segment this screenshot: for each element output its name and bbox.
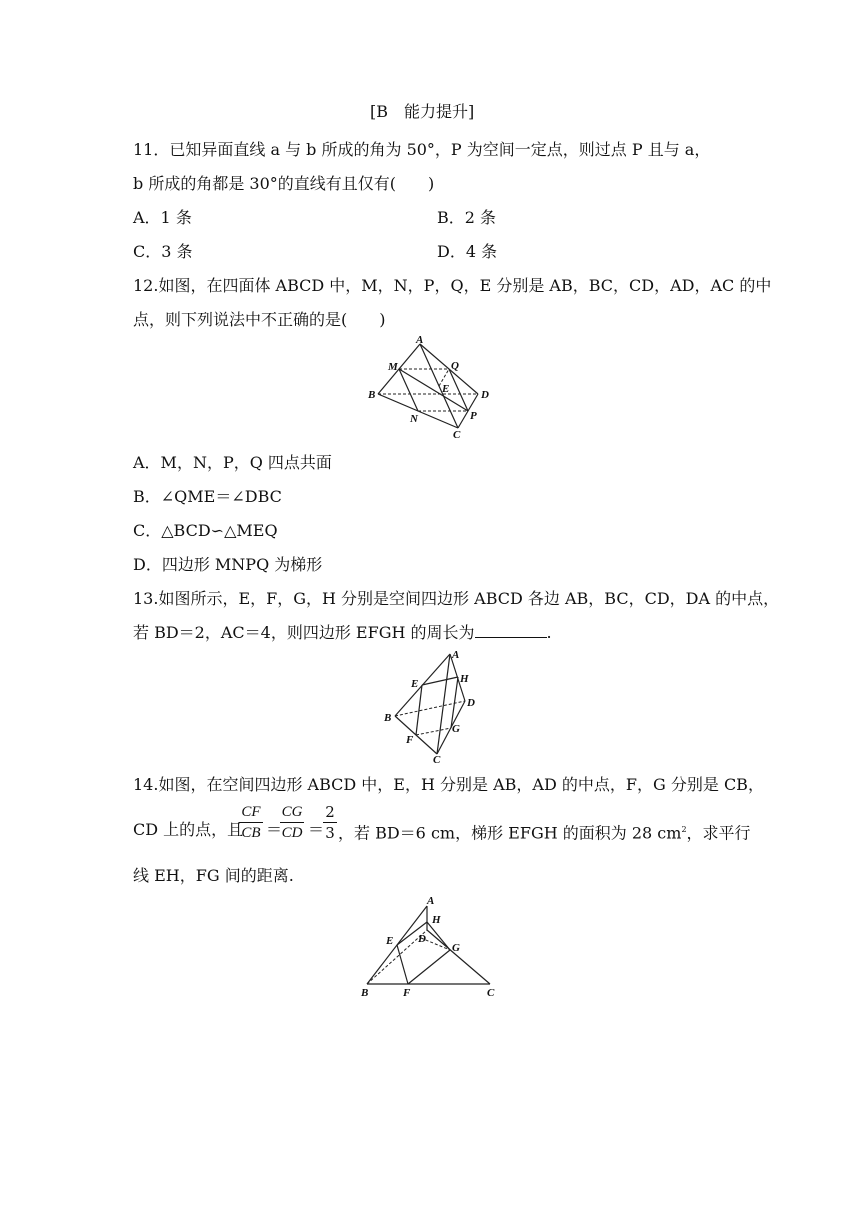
q14-frac3-num: 2 (325, 803, 335, 821)
section-title: [B 能力提升] (370, 102, 475, 121)
q13-label-d: D (467, 697, 475, 709)
q14-line2-end: ，求平行 (686, 823, 751, 843)
q12-label-e: E (442, 383, 450, 395)
q14-fraction-cf-cb (239, 803, 263, 842)
q14-line2-rest (338, 820, 751, 843)
q13-label-e: E (411, 678, 419, 690)
q14-line2-suffix: ，若 BD＝6 cm，梯形 EFGH 的面积为 28 cm (338, 823, 682, 843)
q13-label-h: H (460, 673, 469, 685)
q11-option-b: B．2 条 (437, 208, 497, 227)
q14-frac2-den: CD (281, 825, 303, 841)
q14-frac1-num: CF (241, 804, 261, 820)
q14-figure (355, 892, 505, 1000)
q13-line2-end: . (546, 623, 552, 642)
q12-option-a: A．M，N，P，Q 四点共面 (133, 453, 332, 472)
q12-label-c: C (453, 429, 461, 441)
q14-eq2: ＝ (308, 820, 325, 839)
q14-label-a: A (427, 895, 435, 907)
q14-label-h: H (432, 914, 441, 926)
q12-label-q: Q (451, 360, 459, 372)
q13-label-f: F (406, 734, 414, 746)
q13-line1: 13.如图所示，E，F，G，H 分别是空间四边形 ABCD 各边 AB，BC，CD，DA 的中点， (133, 589, 780, 608)
q14-label-c: C (487, 987, 495, 999)
q14-fraction-cg-cd (280, 803, 304, 842)
q14-line2-prefix: CD 上的点，且 (133, 820, 244, 839)
q11-option-c: C．3 条 (133, 242, 193, 261)
q13-label-a: A (452, 649, 460, 661)
q12-label-m: M (388, 361, 398, 373)
q14-frac3-den: 3 (325, 824, 335, 842)
q13-answer-blank[interactable] (475, 623, 547, 638)
q13-label-c: C (433, 754, 441, 764)
q14-fraction-2-3 (323, 803, 337, 842)
q14-label-f: F (403, 987, 411, 999)
q12-figure (360, 334, 500, 444)
q14-label-g: G (452, 942, 460, 954)
q12-line2: 点，则下列说法中不正确的是( ) (133, 310, 386, 329)
q11-option-d: D．4 条 (437, 242, 498, 261)
q14-label-e: E (386, 935, 394, 947)
q13-line2-text: 若 BD＝2，AC＝4，则四边形 EFGH 的周长为 (133, 623, 475, 642)
q13-label-g: G (452, 723, 460, 735)
q14-eq1: ＝ (266, 820, 283, 839)
q12-option-d: D．四边形 MNPQ 为梯形 (133, 555, 323, 574)
q11-line2: b 所成的角都是 30°的直线有且仅有( ) (133, 174, 435, 193)
q12-option-b: B．∠QME＝∠DBC (133, 487, 282, 506)
q14-line3: 线 EH，FG 间的距离. (133, 866, 294, 885)
q12-label-n: N (410, 413, 418, 425)
q11-line1: 11．已知异面直线 a 与 b 所成的角为 50°，P 为空间一定点，则过点 P 且与 a， (133, 140, 711, 159)
q12-option-c: C．△BCD∽△MEQ (133, 521, 278, 540)
q13-label-b: B (384, 712, 392, 724)
q12-label-d: D (481, 389, 489, 401)
q14-frac1-den: CB (241, 825, 261, 841)
q14-label-d: D (418, 933, 426, 945)
q14-label-b: B (361, 987, 369, 999)
q14-frac2-num: CG (281, 804, 303, 820)
q14-line1: 14.如图，在空间四边形 ABCD 中，E，H 分别是 AB，AD 的中点，F，G 分别是 CB， (133, 775, 764, 794)
q13-figure (375, 646, 485, 764)
q12-line1: 12.如图，在四面体 ABCD 中，M，N，P，Q，E 分别是 AB，BC，CD，AD，AC 的中 (133, 276, 772, 295)
q12-label-a: A (416, 334, 424, 346)
q12-label-b: B (368, 389, 376, 401)
q11-option-a: A．1 条 (133, 208, 192, 227)
q13-line2 (133, 623, 552, 643)
q14-square-sup: 2 (681, 825, 687, 834)
q12-label-p: P (470, 410, 477, 422)
